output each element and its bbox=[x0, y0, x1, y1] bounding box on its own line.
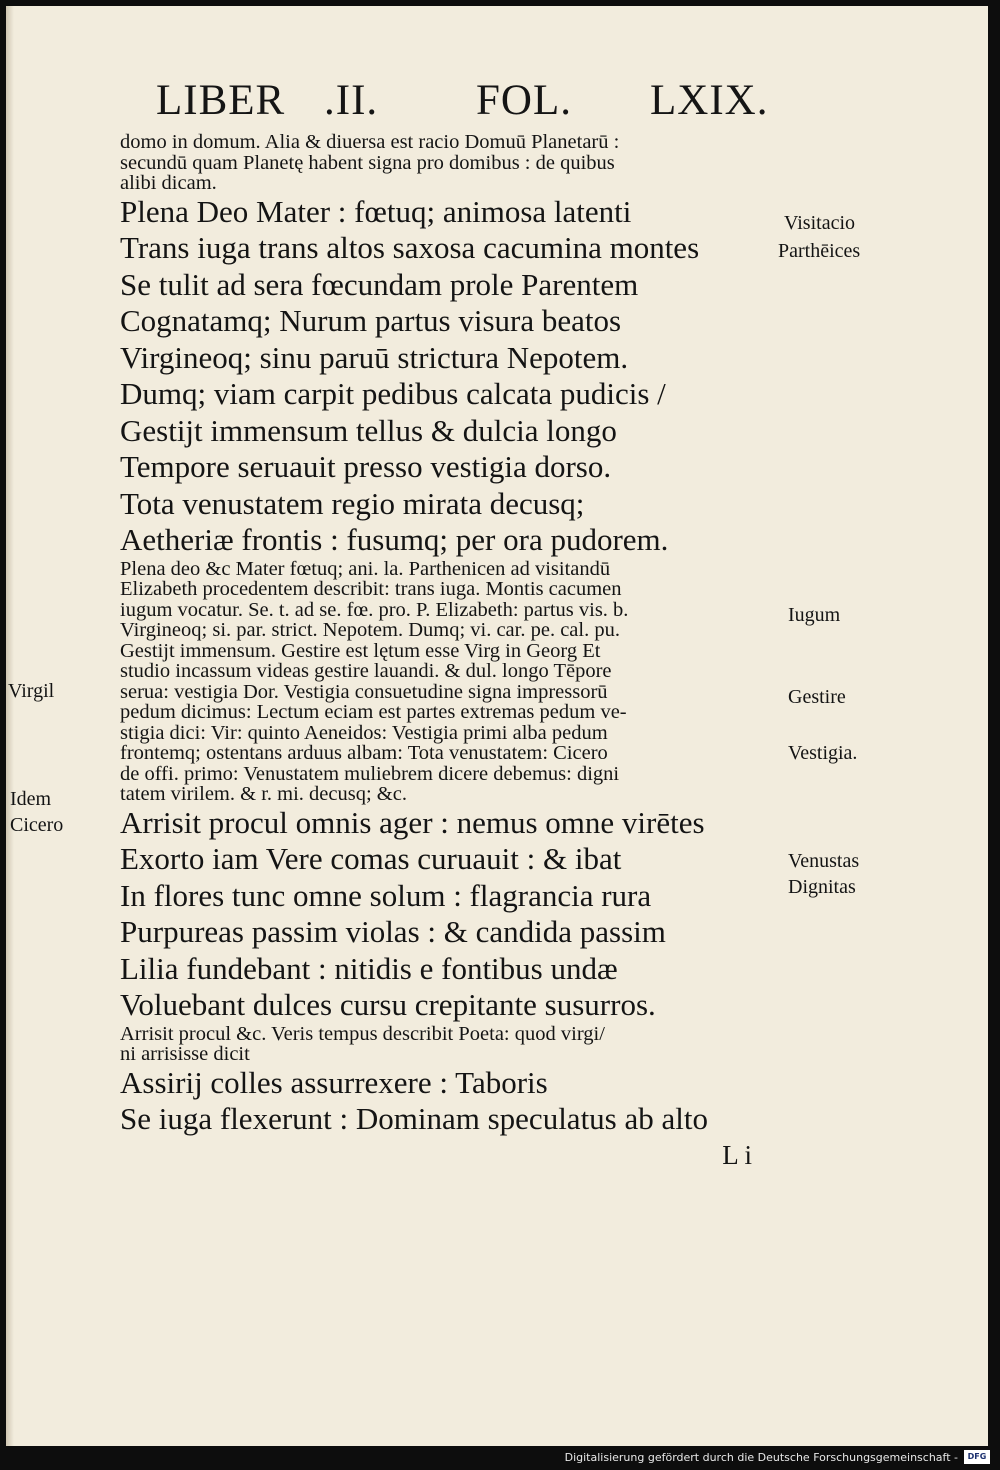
signature-mark: L i bbox=[722, 1139, 752, 1170]
commentary-line: iugum vocatur. Se. t. ad se. fœ. pro. P. Elizabeth: partus vis. b. bbox=[120, 598, 629, 621]
commentary-line: frontemq; ostentans arduus albam: Tota venustatem: Cicero bbox=[120, 742, 608, 764]
commentary-line: Plena deo &c Mater fœtuq; ani. la. Parthenicen ad visitandū bbox=[120, 557, 611, 580]
margin-note-visitacio: Visitacio bbox=[784, 212, 856, 234]
verse-line: Aetheriæ frontis : fusumq; per ora pudorem. bbox=[120, 522, 669, 557]
verse-line: Se iuga flexerunt : Dominam speculatus ab alto bbox=[120, 1101, 708, 1136]
verse-line: Assirij colles assurrexere : Taboris bbox=[120, 1064, 548, 1100]
commentary-line: de offi. primo: Venustatem muliebrem dicere debemus: digni bbox=[120, 762, 620, 785]
verse-line: Gestijt immensum tellus & dulcia longo bbox=[120, 412, 617, 448]
footer-credit: Digitalisierung gefördert durch die Deutsche Forschungsgemeinschaft - bbox=[564, 1451, 958, 1464]
margin-note-iugum: Iugum bbox=[788, 604, 841, 626]
dfg-logo: DFG bbox=[964, 1450, 990, 1464]
verse-line: Virgineoq; sinu paruū strictura Nepotem. bbox=[120, 339, 629, 375]
book-page bbox=[6, 6, 988, 1446]
commentary-line: domo in domum. Alia & diuersa est racio Domuū Planetarū : bbox=[120, 131, 620, 153]
running-header bbox=[156, 76, 776, 136]
header-folio-number: LXIX. bbox=[650, 77, 769, 124]
margin-note-idem: Idem bbox=[10, 788, 52, 810]
page-body bbox=[120, 132, 800, 1171]
commentary-line: tatem virilem. & r. mi. decusq; &c. bbox=[120, 783, 407, 805]
verse-line: Purpureas passim violas : & candida passim bbox=[120, 914, 666, 949]
margin-note-vestigia: Vestigia. bbox=[788, 742, 858, 764]
verse-line: Arrisit procul omnis ager : nemus omne virētes bbox=[120, 804, 705, 840]
page-gutter bbox=[6, 6, 14, 1446]
commentary-line: Elizabeth procedentem describit: trans iuga. Montis cacumen bbox=[120, 578, 622, 600]
margin-note-partheices: Parthēices bbox=[778, 240, 861, 262]
commentary-line: studio incassum videas gestire lauandi. & dul. longo Tēpore bbox=[120, 660, 612, 682]
commentary-line: ni arrisisse dicit bbox=[120, 1043, 250, 1065]
verse-line: Trans iuga trans altos saxosa cacumina montes bbox=[120, 230, 700, 265]
verse-line: Dumq; viam carpit pedibus calcata pudicis / bbox=[120, 376, 666, 411]
margin-note-venustas: Venustas bbox=[788, 850, 860, 872]
commentary-line: Gestijt immensum. Gestire est lętum esse Virg in Georg Et bbox=[120, 639, 601, 662]
margin-note-dignitas: Dignitas bbox=[788, 876, 856, 898]
commentary-line: pedum dicimus: Lectum eciam est partes extremas pedum ve- bbox=[120, 701, 627, 723]
commentary-line: stigia dici: Vir: quinto Aeneidos: Vestigia primi alba pedum bbox=[120, 721, 608, 744]
verse-line: Exorto iam Vere comas curuauit : & ibat bbox=[120, 841, 622, 876]
header-liber: LIBER bbox=[156, 77, 286, 124]
verse-line: Se tulit ad sera fœcundam prole Parentem bbox=[120, 266, 639, 302]
verse-line: Plena Deo Mater : fœtuq; animosa latenti bbox=[120, 193, 632, 229]
header-fol: FOL. bbox=[476, 77, 572, 124]
commentary-line: serua: vestigia Dor. Vestigia consuetudine signa impressorū bbox=[120, 680, 608, 703]
verse-line: Lilia fundebant : nitidis e fontibus undæ bbox=[120, 950, 618, 986]
verse-line: Voluebant dulces cursu crepitante susurros. bbox=[120, 987, 656, 1022]
verse-line: In flores tunc omne solum : flagrancia rura bbox=[120, 877, 652, 913]
header-book-number: .II. bbox=[324, 77, 379, 124]
commentary-line: alibi dicam. bbox=[120, 172, 217, 194]
commentary-line: Arrisit procul &c. Veris tempus describit Poeta: quod virgi/ bbox=[120, 1022, 605, 1045]
margin-note-gestire: Gestire bbox=[788, 686, 846, 708]
margin-note-virgil: Virgil bbox=[8, 680, 55, 702]
verse-line: Tempore seruauit presso vestigia dorso. bbox=[120, 449, 612, 484]
verse-line: Cognatamq; Nurum partus visura beatos bbox=[120, 303, 622, 338]
commentary-line: secundū quam Planetę habent signa pro domibus : de quibus bbox=[120, 151, 615, 174]
margin-note-cicero: Cicero bbox=[10, 814, 64, 836]
footer-bar bbox=[0, 1448, 1000, 1470]
verse-line: Tota venustatem regio mirata decusq; bbox=[120, 485, 585, 521]
commentary-line: Virgineoq; si. par. strict. Nepotem. Dumq; vi. car. pe. cal. pu. bbox=[120, 619, 620, 641]
